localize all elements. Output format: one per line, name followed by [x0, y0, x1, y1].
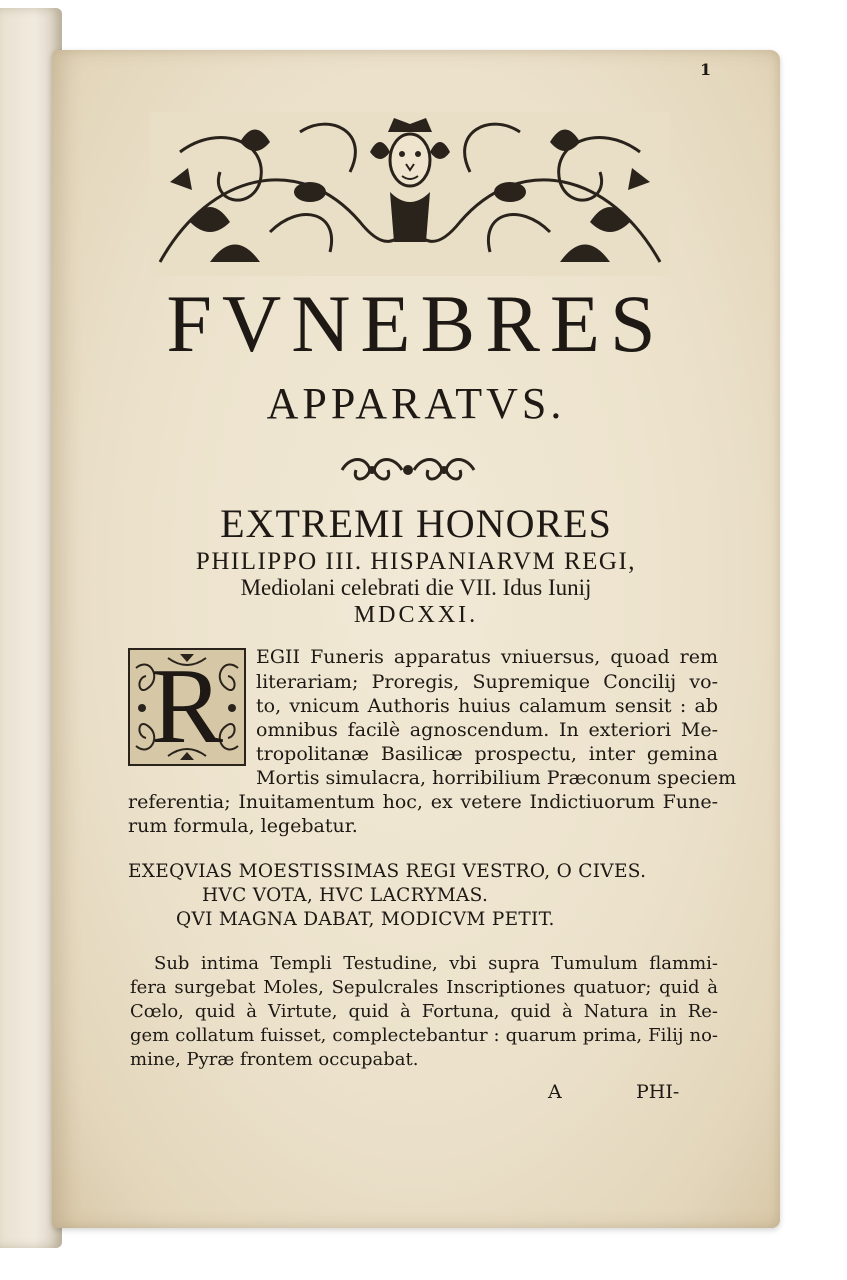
inscription-line-3: QVI MAGNA DABAT, MODICVM PETIT.: [176, 909, 555, 930]
main-title-second-line: APPARATVS.: [266, 379, 566, 428]
paragraph-1-line-7: referentia; Inuitamentum hoc, ex vetere Indictiuorum Fune-: [128, 791, 718, 813]
heading-year: MDCXXI.: [353, 602, 479, 628]
catchword: PHI-: [636, 1081, 680, 1103]
ornamental-headpiece-illustration: [150, 112, 670, 276]
signature-mark: A: [548, 1081, 562, 1103]
paragraph-1-line-2: literariam; Proregis, Supremique Concilij vo-: [256, 671, 718, 693]
paragraph-2-line-4: gem collatum fuisset, complectebantur : quarum prima, Filij no-: [130, 1025, 718, 1046]
heading-dedication: PHILIPPO III. HISPANIARVM REGI,: [195, 548, 637, 575]
fleuron-ornament-illustration: [336, 452, 480, 488]
paragraph-2-line-2: fera surgebat Moles, Sepulcrales Inscriptiones quatuor; quid à: [130, 977, 718, 998]
decorated-initial: [128, 648, 246, 766]
paragraph-2-line-5: mine, Pyræ frontem occupabat.: [130, 1049, 419, 1070]
paragraph-1-line-6: Mortis simulacra, horribilium Præconum speciem: [256, 767, 737, 789]
paragraph-2-line-1: Sub intima Templi Testudine, vbi supra Tumulum flammi-: [154, 953, 718, 974]
page-number: 1: [700, 60, 712, 79]
heading-extremi-honores: EXTREMI HONORES: [220, 501, 612, 546]
paragraph-2-line-3: Cœlo, quid à Virtute, quid à Fortuna, quid à Natura in Re-: [130, 1001, 718, 1022]
paragraph-1-line-4: omnibus facilè agnoscendum. In exteriori Me-: [256, 719, 718, 741]
inscription-line-1: EXEQVIAS MOESTISSIMAS REGI VESTRO, O CIVES.: [128, 861, 647, 882]
paragraph-1-line-1: EGII Funeris apparatus vniuersus, quoad rem: [256, 646, 718, 668]
initial-letter: R: [150, 647, 224, 766]
paragraph-1-line-3: to, vnicum Authoris huius calamum sensit : ab: [256, 695, 718, 717]
heading-place-date: Mediolani celebrati die VII. Idus Iunij: [240, 575, 592, 600]
main-title: FVNEBRES: [166, 278, 666, 369]
paragraph-1-line-8: rum formula, legebatur.: [128, 815, 358, 837]
paragraph-1-line-5: tropolitanæ Basilicæ prospectu, inter gemina: [256, 743, 718, 765]
inscription-line-2: HVC VOTA, HVC LACRYMAS.: [202, 885, 489, 906]
